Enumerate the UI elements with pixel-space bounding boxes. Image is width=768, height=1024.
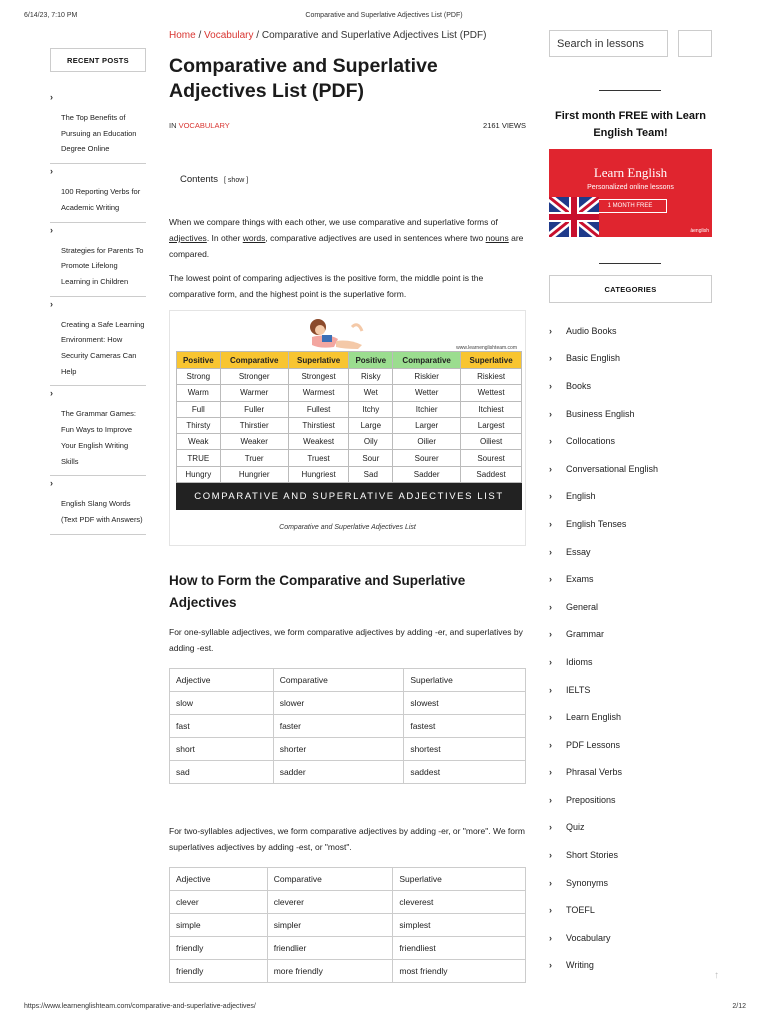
infographic-cell: Full [177,401,221,417]
infographic-cell: Itchy [349,401,393,417]
chevron-right-icon: › [50,388,53,399]
infographic-row [177,417,522,433]
infographic-row [177,369,522,385]
table-cell: short [170,738,274,761]
divider [599,263,661,264]
infographic-body [177,369,522,483]
adjectives-link[interactable]: adjectives [169,233,207,243]
table-of-contents [180,174,526,185]
chevron-right-icon: › [549,491,552,502]
infographic-cell: Oiliest [461,434,522,450]
recent-post-link[interactable]: English Slang Words (Text PDF with Answers) [61,499,143,524]
table-header-row [170,669,526,692]
table-cell: friendly [170,937,268,960]
table-header-cell: Superlative [404,669,526,692]
chevron-right-icon: › [50,92,53,102]
table-cell: simpler [267,914,393,937]
two-syllable-table [169,867,526,983]
table-cell: most friendly [393,960,526,983]
infographic-cell: Thirsty [177,417,221,433]
print-page-number: 2/12 [732,1003,746,1010]
table-cell: slow [170,692,274,715]
infographic-header-cell: Positive [177,352,221,369]
category-label: Phrasal Verbs [566,767,623,778]
infographic-cell: Largest [461,417,522,433]
promo-text: First month FREE with Learn English Team! [555,110,706,139]
chevron-right-icon: › [549,629,552,640]
infographic-header-cell: Comparative [220,352,288,369]
text: When we compare things with each other, we use comparative and superlative forms of [169,217,498,227]
infographic-cell: Truest [288,450,349,466]
reading-girl-illustration [298,315,368,351]
infographic-cell: Sour [349,450,393,466]
category-label: Short Stories [566,850,619,861]
infographic-cell: Weak [177,434,221,450]
infographic-cell: Truer [220,450,288,466]
category-item[interactable] [549,648,712,676]
category-item[interactable] [549,621,712,649]
category-label: Books [566,380,592,391]
table-row [170,937,526,960]
infographic-cell: Itchiest [461,401,522,417]
category-item[interactable] [549,427,712,455]
category-label: Learn English [566,712,622,723]
one-syllable-paragraph: For one-syllable adjectives, we form comparative adjectives by adding -er, and superlatives by adding -est. [169,627,523,653]
article [169,30,526,983]
category-item[interactable] [549,593,712,621]
infographic-row [177,450,522,466]
table-cell: sadder [273,761,404,784]
chevron-right-icon: › [549,463,552,474]
view-count: 2161 VIEWS [483,121,526,130]
infographic-cell: Hungriest [288,466,349,482]
print-date: 6/14/23, 7:10 PM [24,12,78,19]
table-cell: friendly [170,960,268,983]
arrow-up-icon[interactable]: ↑ [714,970,719,981]
table-header-cell: Adjective [170,868,268,891]
table-header-cell: Comparative [267,868,393,891]
infographic-cell: Sad [349,466,393,482]
category-label: PDF Lessons [566,739,621,750]
table-cell: fast [170,715,274,738]
contents-label: Contents [180,174,219,185]
infographic-cell: Wetter [393,385,461,401]
table-cell: shorter [273,738,404,761]
search-input[interactable] [549,30,668,57]
forms-paragraph: The lowest point of comparing adjectives is the positive form, the middle point is the comparative form, and the highest point is the superlative form. [169,273,484,299]
meta-category-wrap [169,121,230,130]
category-item[interactable] [549,538,712,566]
infographic-cell: Warmer [220,385,288,401]
intro-paragraph [169,214,526,262]
chevron-right-icon: › [50,298,53,309]
category-item[interactable] [549,924,712,952]
page-title: Comparative and Superlative Adjectives List (PDF) [169,55,438,102]
table-header-cell: Adjective [170,669,274,692]
category-item[interactable] [549,345,712,373]
category-label: Basic English [566,353,621,364]
category-label: English Tenses [566,518,627,529]
recent-post-link[interactable]: Strategies for Parents To Promote Lifelong Learning in Children [61,245,144,286]
breadcrumb-separator: / [253,30,262,41]
chevron-right-icon: › [50,166,53,177]
chevron-right-icon: › [549,684,552,695]
table-header-cell: Superlative [393,868,526,891]
category-item[interactable] [549,952,712,980]
category-label: Essay [566,546,591,557]
infographic-banner: COMPARATIVE AND SUPERLATIVE ADJECTIVES LIST [176,483,522,510]
category-item[interactable] [549,676,712,704]
table-cell: simplest [393,914,526,937]
breadcrumb [169,30,526,44]
categories-heading: CATEGORIES [549,275,712,303]
category-label: Synonyms [566,877,609,888]
chevron-right-icon: › [549,574,552,585]
table-cell: friendlier [267,937,393,960]
table-cell: simple [170,914,268,937]
infographic-cell: Large [349,417,393,433]
infographic-header-cell: Superlative [288,352,349,369]
infographic-cell: Itchier [393,401,461,417]
category-label: Grammar [566,629,604,640]
infographic-cell: Fullest [288,401,349,417]
words-link[interactable]: words [242,233,266,243]
table-cell: cleverer [267,891,393,914]
infographic-table [176,351,522,483]
meta-in-label: IN [169,121,179,130]
chevron-right-icon: › [50,224,53,235]
chevron-right-icon: › [549,656,552,667]
infographic-cell: Stronger [220,369,288,385]
category-label: General [566,601,599,612]
category-item[interactable] [549,400,712,428]
category-item[interactable] [549,786,712,814]
chevron-right-icon: › [50,478,53,489]
text: . In other [206,233,243,243]
chevron-right-icon: › [549,712,552,723]
recent-post-item [50,476,146,534]
table-cell: fastest [404,715,526,738]
table-cell: faster [273,715,404,738]
banner-brand: àenglish [690,228,709,234]
category-label: IELTS [566,684,591,695]
recent-posts-list [50,90,146,535]
category-label: Writing [566,960,594,971]
table-cell: sad [170,761,274,784]
infographic-header-cell: Comparative [393,352,461,369]
category-label: Vocabulary [566,932,611,943]
infographic-url: www.learnenglishteam.com [456,345,517,351]
category-label: Quiz [566,822,585,833]
category-item[interactable] [549,455,712,483]
chevron-right-icon: › [549,436,552,447]
category-item[interactable] [549,841,712,869]
search-form [549,30,712,57]
infographic-cell: Warm [177,385,221,401]
uk-flag-icon [549,197,599,237]
category-item[interactable] [549,703,712,731]
table-row [170,891,526,914]
chevron-right-icon: › [549,794,552,805]
print-url: https://www.learnenglishteam.com/comparative-and-superlative-adjectives/ [24,1003,256,1010]
infographic-row [177,466,522,482]
infographic-cell: Weaker [220,434,288,450]
article-meta [169,121,526,130]
infographic-cell: Sadder [393,466,461,482]
infographic-cell: Weakest [288,434,349,450]
recent-posts-sidebar [50,48,146,535]
recent-post-item [50,223,146,297]
text: , comparative adjectives are used in sentences where two [265,233,486,243]
table-cell: saddest [404,761,526,784]
infographic-cell: Strong [177,369,221,385]
table-row [170,738,526,761]
category-item[interactable] [549,814,712,842]
table-row [170,960,526,983]
category-label: Business English [566,408,635,419]
table-row [170,692,526,715]
table-row [170,715,526,738]
infographic-cell: TRUE [177,450,221,466]
banner-cta-button[interactable]: 1 MONTH FREE [593,199,667,213]
recent-post-link[interactable]: The Top Benefits of Pursuing an Education Degree Online [61,113,137,154]
breadcrumb-separator: / [195,30,205,41]
table-cell: slower [273,692,404,715]
text: are compared. [169,233,524,259]
chevron-right-icon: › [549,601,552,612]
category-item[interactable] [549,731,712,759]
chevron-right-icon: › [549,767,552,778]
recent-post-link[interactable]: 100 Reporting Verbs for Academic Writing [61,187,141,212]
contents-show-toggle[interactable]: [ show ] [224,177,249,184]
recent-post-item [50,297,146,387]
chevron-right-icon: › [549,353,552,364]
chevron-right-icon: › [549,822,552,833]
infographic-cell: Warmest [288,385,349,401]
nouns-link[interactable]: nouns [485,233,509,243]
table-row [170,761,526,784]
chevron-right-icon: › [549,877,552,888]
infographic-header-row [177,352,522,369]
table-cell: more friendly [267,960,393,983]
infographic-cell: Thirstiest [288,417,349,433]
category-label: Prepositions [566,794,616,805]
infographic-cell: Sourest [461,450,522,466]
category-item[interactable] [549,565,712,593]
chevron-right-icon: › [549,546,552,557]
categories-list [549,317,712,979]
chevron-right-icon: › [549,380,552,391]
infographic-cell: Larger [393,417,461,433]
chevron-right-icon: › [549,850,552,861]
chevron-right-icon: › [549,325,552,336]
category-item[interactable] [549,483,712,511]
recent-posts-heading: RECENT POSTS [50,48,146,72]
infographic-cell: Riskiest [461,369,522,385]
table-header-cell: Comparative [273,669,404,692]
breadcrumb-vocabulary-link[interactable]: Vocabulary [204,30,254,41]
infographic-header-cell: Positive [349,352,393,369]
learn-english-banner[interactable] [549,149,712,237]
section-title: How to Form the Comparative and Superlative Adjectives [169,573,466,610]
category-item[interactable] [549,759,712,787]
two-syllable-paragraph: For two-syllables adjectives, we form comparative adjectives by adding -er, or "more". We form superlatives adjectives by adding -est, or "most". [169,826,525,852]
category-item[interactable] [549,896,712,924]
infographic-row [177,401,522,417]
recent-post-link[interactable]: Creating a Safe Learning Environment: How Security Cameras Can Help [61,319,145,376]
category-item[interactable] [549,372,712,400]
chevron-right-icon: › [549,905,552,916]
table-header-row [170,868,526,891]
banner-subtitle: Personalized online lessons [587,184,674,191]
category-label: English [566,491,596,502]
breadcrumb-home-link[interactable]: Home [169,30,196,41]
chevron-right-icon: › [549,518,552,529]
breadcrumb-current: Comparative and Superlative Adjectives List (PDF) [261,30,487,41]
category-label: Idioms [566,656,593,667]
category-item[interactable] [549,869,712,897]
infographic-cell: Hungry [177,466,221,482]
category-label: Conversational English [566,463,659,474]
banner-title: Learn English [593,165,668,180]
infographic-caption: Comparative and Superlative Adjectives List [279,524,416,531]
infographic-cell: Risky [349,369,393,385]
infographic-cell: Sourer [393,450,461,466]
print-title: Comparative and Superlative Adjectives List (PDF) [305,12,463,19]
recent-post-item [50,90,146,164]
infographic-cell: Wettest [461,385,522,401]
infographic-cell: Fuller [220,401,288,417]
recent-post-item [50,164,146,222]
infographic-header-cell: Superlative [461,352,522,369]
infographic-row [177,434,522,450]
table-cell: shortest [404,738,526,761]
infographic-cell: Oilier [393,434,461,450]
table-cell: cleverest [393,891,526,914]
infographic-cell: Hungrier [220,466,288,482]
divider [599,90,661,91]
infographic-row [177,385,522,401]
infographic-cell: Saddest [461,466,522,482]
category-item[interactable] [549,317,712,345]
table-cell: clever [170,891,268,914]
table-row [170,914,526,937]
recent-post-link[interactable]: The Grammar Games: Fun Ways to Improve Your English Writing Skills [61,409,137,466]
category-label: Exams [566,574,594,585]
infographic-cell: Strongest [288,369,349,385]
infographic-cell: Riskier [393,369,461,385]
chevron-right-icon: › [549,960,552,971]
category-item[interactable] [549,510,712,538]
chevron-right-icon: › [549,739,552,750]
chevron-right-icon: › [549,932,552,943]
category-label: Collocations [566,436,616,447]
recent-post-item [50,386,146,476]
category-label: TOEFL [566,905,595,916]
table-cell: friendliest [393,937,526,960]
table-cell: slowest [404,692,526,715]
search-button[interactable] [678,30,712,57]
meta-category-link[interactable]: VOCABULARY [178,121,230,130]
infographic-cell: Wet [349,385,393,401]
chevron-right-icon: › [549,408,552,419]
right-sidebar [549,30,712,979]
one-syllable-table [169,668,526,784]
infographic-cell: Thirstier [220,417,288,433]
adjectives-infographic [169,310,526,546]
infographic-cell: Oily [349,434,393,450]
category-label: Audio Books [566,325,617,336]
